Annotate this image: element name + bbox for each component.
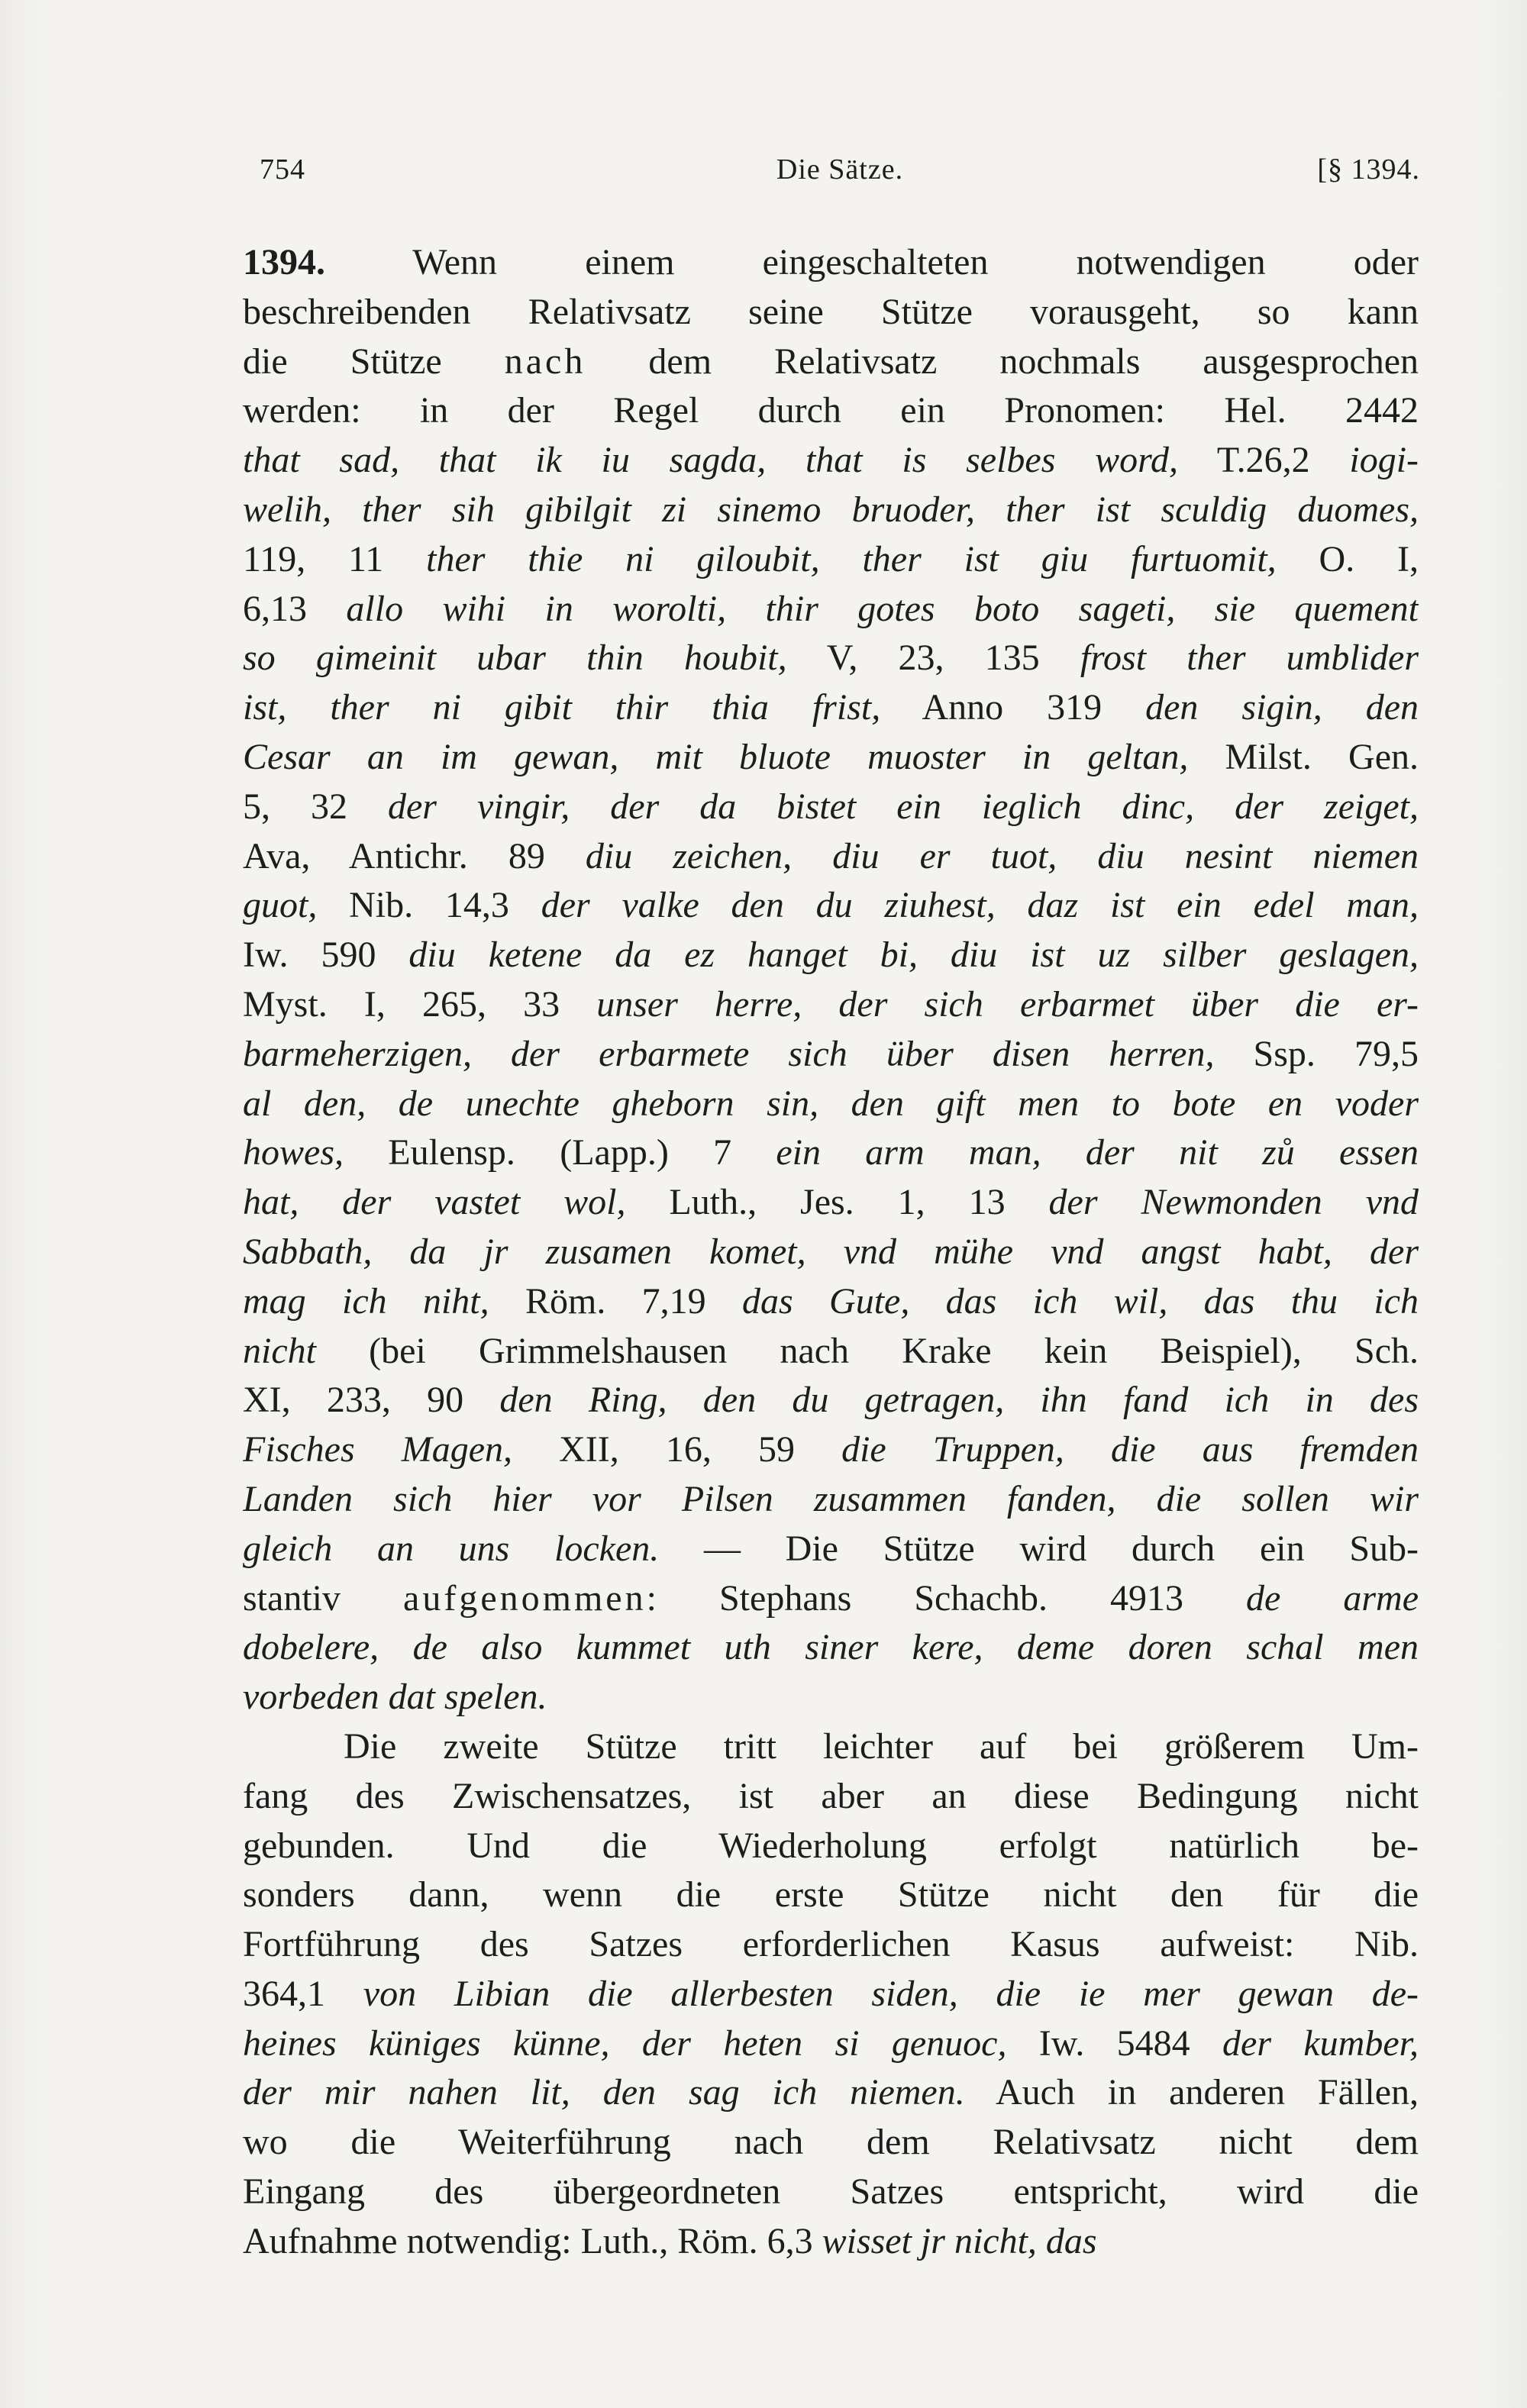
text-line xyxy=(243,931,1419,980)
quotation-text: nicht xyxy=(243,1330,316,1371)
quotation-text: diu zeichen, diu er tuot, diu nesint niemen xyxy=(585,835,1419,876)
quotation-text: von Libian die allerbesten siden, die ie mer gewan de- xyxy=(363,1973,1419,2014)
page-number: 754 xyxy=(260,153,305,186)
text-run: T.26,2 xyxy=(1178,440,1350,481)
text-run: V, 23, 135 xyxy=(786,638,1080,679)
quotation-text: der mir nahen lit, den sag ich niemen. xyxy=(243,2072,965,2113)
text-line xyxy=(243,1920,1419,1970)
quotation-text: heines küniges künne, der heten si genuoc, xyxy=(243,2022,1007,2064)
text-run: 5, 32 xyxy=(243,786,388,827)
text-line xyxy=(243,2217,1419,2267)
text-line xyxy=(243,2168,1419,2217)
quotation-text: barmeherzigen, der erbarmete sich über disen herren, xyxy=(243,1033,1215,1074)
quotation-text: hat, der vastet wol, xyxy=(243,1182,626,1223)
text-run: Ssp. 79,5 xyxy=(1214,1033,1419,1074)
quotation-text: ist, ther ni gibit thir thia frist, xyxy=(243,687,881,728)
text-line xyxy=(243,1772,1419,1822)
text-line xyxy=(243,238,1419,288)
text-line xyxy=(243,1425,1419,1475)
text-run: sonders dann, wenn die erste Stütze nicht den für die xyxy=(243,1874,1419,1916)
text-line xyxy=(243,1722,1419,1772)
quotation-text: frost ther umblider xyxy=(1080,638,1419,679)
text-line xyxy=(243,733,1419,783)
text-run: gebunden. Und die Wiederholung erfolgt natürlich be- xyxy=(243,1825,1419,1866)
text-run: 119, 11 xyxy=(243,538,427,579)
text-line xyxy=(243,1030,1419,1080)
text-line xyxy=(243,1673,1419,1722)
text-line xyxy=(243,2019,1419,2069)
text-run: : Stephans Schachb. 4913 xyxy=(646,1577,1247,1619)
quotation-text: welih, ther sih gibilgit zi sinemo bruoder, ther ist sculdig duomes, xyxy=(243,489,1419,530)
text-run: Luth., Jes. 1, 13 xyxy=(625,1182,1049,1223)
text-run: XII, 16, 59 xyxy=(512,1429,842,1470)
text-line xyxy=(243,585,1419,634)
quotation-text: das Gute, das ich wil, das thu ich xyxy=(742,1280,1419,1322)
text-run: Eingang des übergeordneten Satzes entspricht, wird die xyxy=(243,2171,1419,2213)
text-line xyxy=(243,535,1419,585)
text-run: aufgenommen xyxy=(403,1577,647,1619)
text-line xyxy=(243,1822,1419,1871)
quotation-text: diu ketene da ez hanget bi, diu ist uz silber geslagen, xyxy=(408,934,1419,976)
text-run: Anno 319 xyxy=(880,687,1146,728)
quotation-text: allo wihi in worolti, thir gotes boto sageti, sie quement xyxy=(346,588,1419,629)
quotation-text: howes, xyxy=(243,1132,344,1173)
text-run: Iw. 5484 xyxy=(1006,2022,1223,2064)
quotation-text: that sad, that ik iu sagda, that is selbes word, xyxy=(243,440,1179,481)
text-line xyxy=(243,1871,1419,1920)
running-title: Die Sätze. xyxy=(776,153,904,186)
quotation-text: der valke den du ziuhest, daz ist ein edel man, xyxy=(541,885,1419,926)
text-line xyxy=(243,783,1419,832)
text-line xyxy=(243,337,1419,387)
quotation-text: Fisches Magen, xyxy=(243,1429,513,1470)
text-line xyxy=(243,1970,1419,2019)
text-line xyxy=(243,2118,1419,2168)
text-line xyxy=(243,980,1419,1030)
text-run: XI, 233, 90 xyxy=(243,1380,500,1421)
text-run: O. I, xyxy=(1276,538,1419,579)
text-line xyxy=(243,486,1419,535)
text-run: beschreibenden Relativsatz seine Stütze vorausgeht, so kann xyxy=(243,291,1419,332)
text-run: 364,1 xyxy=(243,1973,363,2014)
text-run: werden: in der Regel durch ein Pronomen: Hel. 2442 xyxy=(243,390,1419,431)
quotation-text: den sigin, den xyxy=(1145,687,1419,728)
quotation-text: der kumber, xyxy=(1222,2022,1419,2064)
quotation-text: dobelere, de also kummet uth siner kere, deme doren schal men xyxy=(243,1627,1419,1668)
text-line xyxy=(243,1128,1419,1178)
text-run: Iw. 590 xyxy=(243,934,409,976)
text-line xyxy=(243,1228,1419,1277)
text-line xyxy=(243,1574,1419,1624)
quotation-text: den Ring, den du getragen, ihn fand ich in des xyxy=(499,1380,1419,1421)
section-reference: [§ 1394. xyxy=(1317,153,1420,186)
quotation-text: al den, de unechte gheborn sin, den gift men to bote en voder xyxy=(243,1083,1419,1124)
quotation-text: de arme xyxy=(1246,1577,1419,1619)
text-run: Aufnahme notwendig: Luth., Röm. 6,3 xyxy=(243,2220,822,2261)
text-line xyxy=(243,881,1419,931)
text-run: fang des Zwischensatzes, ist aber an diese Bedingung nicht xyxy=(243,1775,1419,1816)
text-line xyxy=(243,832,1419,882)
body-text xyxy=(243,238,1419,2267)
text-line xyxy=(243,2068,1419,2118)
quotation-text: vorbeden dat spelen. xyxy=(243,1677,547,1718)
quotation-text: wisset jr nicht, das xyxy=(822,2220,1097,2261)
quotation-text: der Newmonden vnd xyxy=(1048,1182,1419,1223)
text-line xyxy=(243,436,1419,486)
text-run: Eulensp. (Lapp.) 7 xyxy=(344,1132,776,1173)
text-run: Ava, Antichr. 89 xyxy=(243,835,586,876)
quotation-text: Cesar an im gewan, mit bluote muoster in geltan, xyxy=(243,736,1189,777)
text-line xyxy=(243,1080,1419,1129)
text-run: (bei Grimmelshausen nach Krake kein Beispiel), Sch. xyxy=(315,1330,1419,1371)
text-run: Die zweite Stütze tritt leichter auf bei größerem Um- xyxy=(344,1725,1419,1767)
text-run: Nib. 14,3 xyxy=(317,885,541,926)
text-line xyxy=(243,386,1419,436)
text-run: dem Relativsatz nochmals ausgesprochen xyxy=(586,341,1419,382)
text-line xyxy=(243,683,1419,733)
text-run: — Die Stütze wird durch ein Sub- xyxy=(659,1528,1419,1569)
text-run: Wenn einem eingeschalteten notwendigen oder xyxy=(325,242,1419,282)
text-run: Milst. Gen. xyxy=(1188,736,1419,777)
quotation-text: unser herre, der sich erbarmet über die er- xyxy=(596,983,1419,1025)
quotation-text: mag ich niht, xyxy=(243,1280,489,1322)
quotation-text: ther thie ni giloubit, ther ist giu furtuomit, xyxy=(426,538,1277,579)
quotation-text: Landen sich hier vor Pilsen zusammen fanden, die sollen wir xyxy=(243,1478,1419,1519)
quotation-text: so gimeinit ubar thin houbit, xyxy=(243,638,787,679)
text-run: nach xyxy=(504,341,586,382)
running-head xyxy=(260,153,1420,199)
text-run: wo die Weiterführung nach dem Relativsatz nicht dem xyxy=(243,2122,1419,2163)
quotation-text: der vingir, der da bistet ein ieglich dinc, der zeiget, xyxy=(387,786,1419,827)
text-run: Auch in anderen Fällen, xyxy=(964,2072,1419,2113)
text-run: Myst. I, 265, 33 xyxy=(243,983,597,1025)
text-line xyxy=(243,1623,1419,1673)
text-line xyxy=(243,288,1419,337)
text-line xyxy=(243,1178,1419,1228)
text-line xyxy=(243,1525,1419,1574)
text-run: die Stütze xyxy=(243,341,505,382)
text-run: Röm. 7,19 xyxy=(489,1280,743,1322)
section-number: 1394. xyxy=(243,242,325,282)
quotation-text: Sabbath, da jr zusamen komet, vnd mühe vnd angst habt, der xyxy=(243,1231,1419,1272)
quotation-text: ein arm man, der nit zů essen xyxy=(776,1132,1419,1173)
text-line xyxy=(243,1277,1419,1327)
text-line xyxy=(243,1475,1419,1525)
text-run: 6,13 xyxy=(243,588,347,629)
text-line xyxy=(243,1376,1419,1425)
text-line xyxy=(243,1327,1419,1377)
quotation-text: iogi- xyxy=(1349,440,1419,481)
text-line xyxy=(243,634,1419,683)
text-run: Fortführung des Satzes erforderlichen Kasus aufweist: Nib. xyxy=(243,1924,1419,1965)
quotation-text: guot, xyxy=(243,885,318,926)
quotation-text: gleich an uns locken. xyxy=(243,1528,660,1569)
text-run: stantiv xyxy=(243,1577,404,1619)
quotation-text: die Truppen, die aus fremden xyxy=(841,1429,1419,1470)
